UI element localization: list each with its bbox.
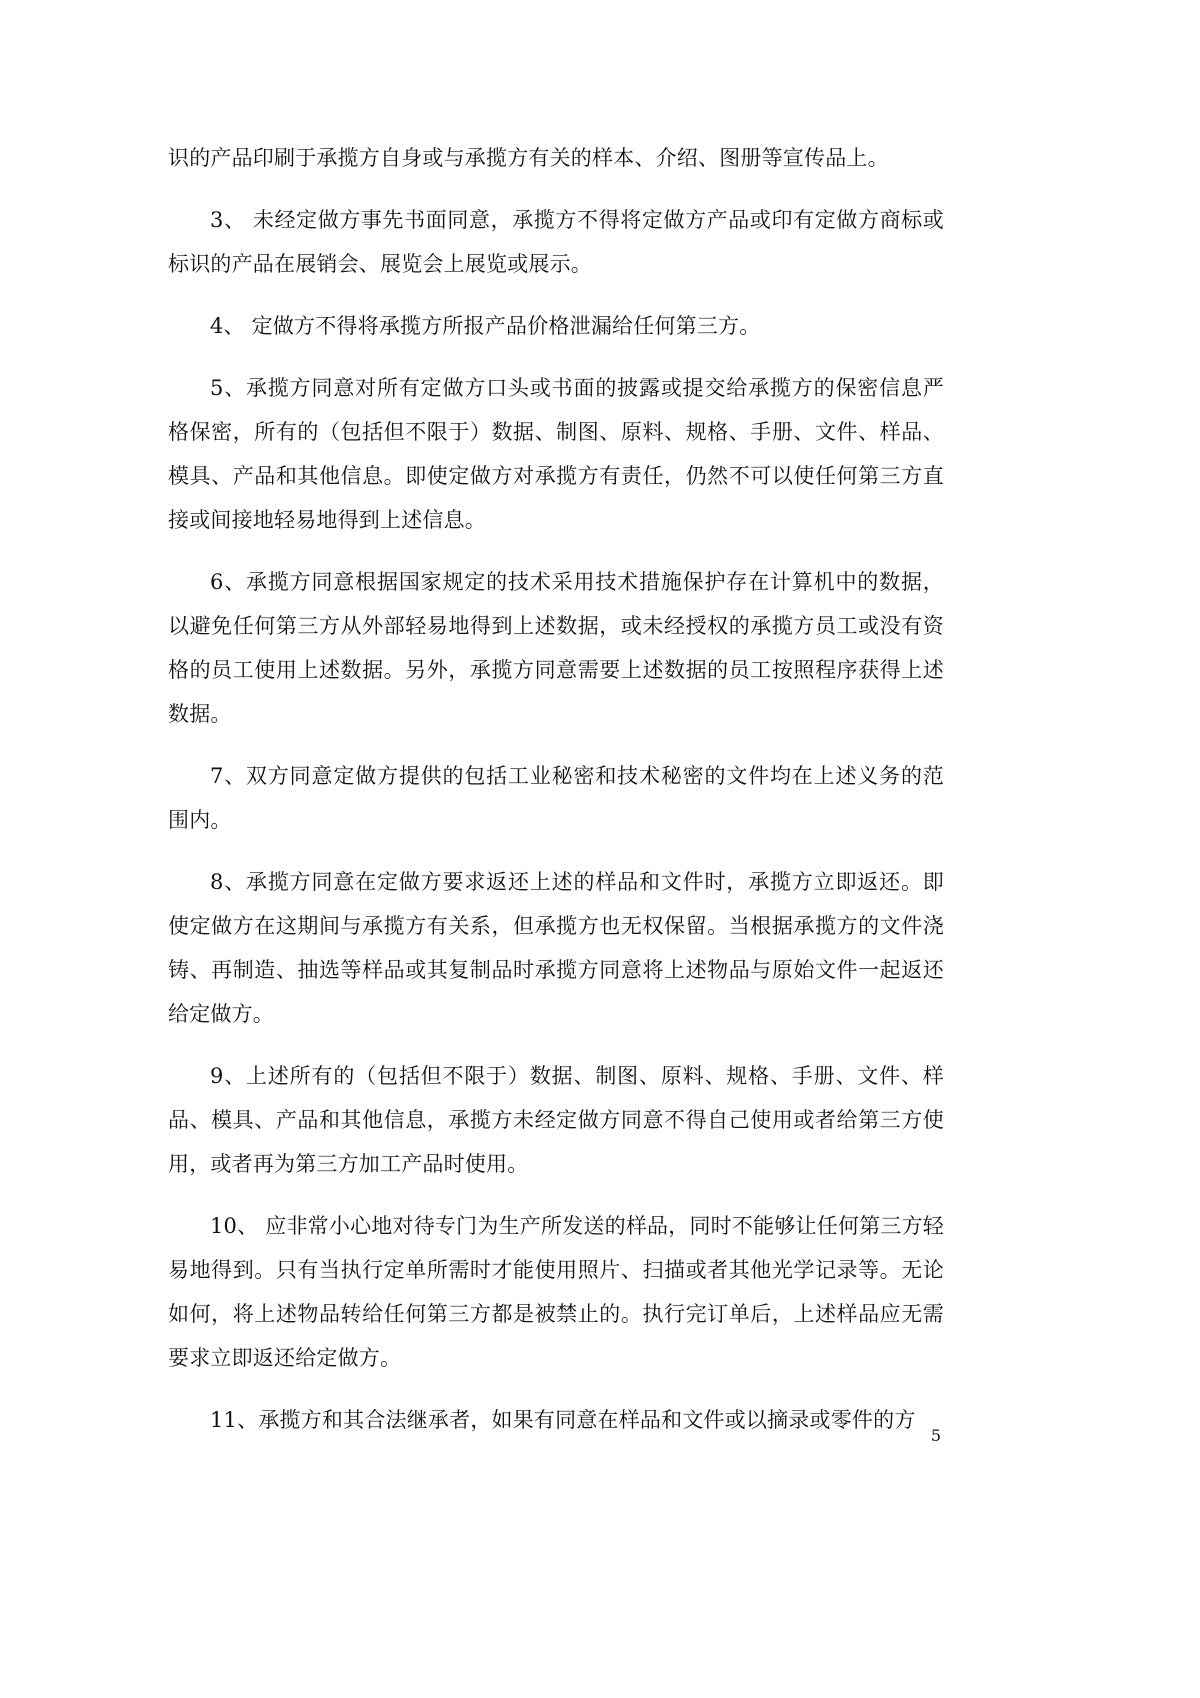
- paragraph-clause-9: 9、上述所有的（包括但不限于）数据、制图、原料、规格、手册、文件、样品、模具、产品和其他信息，承揽方未经定做方同意不得自己使用或者给第三方使用，或者再为第三方加工产品时使用。: [168, 1064, 944, 1176]
- paragraph-clause-3: 3、 未经定做方事先书面同意，承揽方不得将定做方产品或印有定做方商标或标识的产品在展销会、展览会上展览或展示。: [168, 208, 944, 276]
- page-number: 5: [930, 1426, 942, 1445]
- paragraph-clause-11: 11、承揽方和其合法继承者，如果有同意在样品和文件或以摘录或零件的方: [210, 1408, 916, 1432]
- paragraph-clause-7: 7、双方同意定做方提供的包括工业秘密和技术秘密的文件均在上述义务的范围内。: [168, 764, 944, 832]
- paragraph-clause-10: 10、 应非常小心地对待专门为生产所发送的样品，同时不能够让任何第三方轻易地得到。只有当执行定单所需时才能使用照片、扫描或者其他光学记录等。无论如何，将上述物品转给任何第三方都是被禁止的。执行完订单后，上述样品应无需要求立即返还给定做方。: [168, 1214, 944, 1370]
- paragraph-continuation: 识的产品印刷于承揽方自身或与承揽方有关的样本、介绍、图册等宣传品上。: [168, 146, 889, 170]
- document-body: [168, 136, 944, 1460]
- paragraph-clause-4: 4、 定做方不得将承揽方所报产品价格泄漏给任何第三方。: [210, 314, 761, 338]
- paragraph-clause-5: 5、承揽方同意对所有定做方口头或书面的披露或提交给承揽方的保密信息严格保密，所有的（包括但不限于）数据、制图、原料、规格、手册、文件、样品、模具、产品和其他信息。即使定做方对承揽方有责任，仍然不可以使任何第三方直接或间接地轻易地得到上述信息。: [168, 376, 944, 532]
- paragraph-clause-8: 8、承揽方同意在定做方要求返还上述的样品和文件时，承揽方立即返还。即使定做方在这期间与承揽方有关系，但承揽方也无权保留。当根据承揽方的文件浇铸、再制造、抽选等样品或其复制品时承揽方同意将上述物品与原始文件一起返还给定做方。: [168, 870, 944, 1026]
- paragraph-clause-6: 6、承揽方同意根据国家规定的技术采用技术措施保护存在计算机中的数据，以避免任何第三方从外部轻易地得到上述数据，或未经授权的承揽方员工或没有资格的员工使用上述数据。另外，承揽方同意需要上述数据的员工按照程序获得上述数据。: [168, 570, 944, 726]
